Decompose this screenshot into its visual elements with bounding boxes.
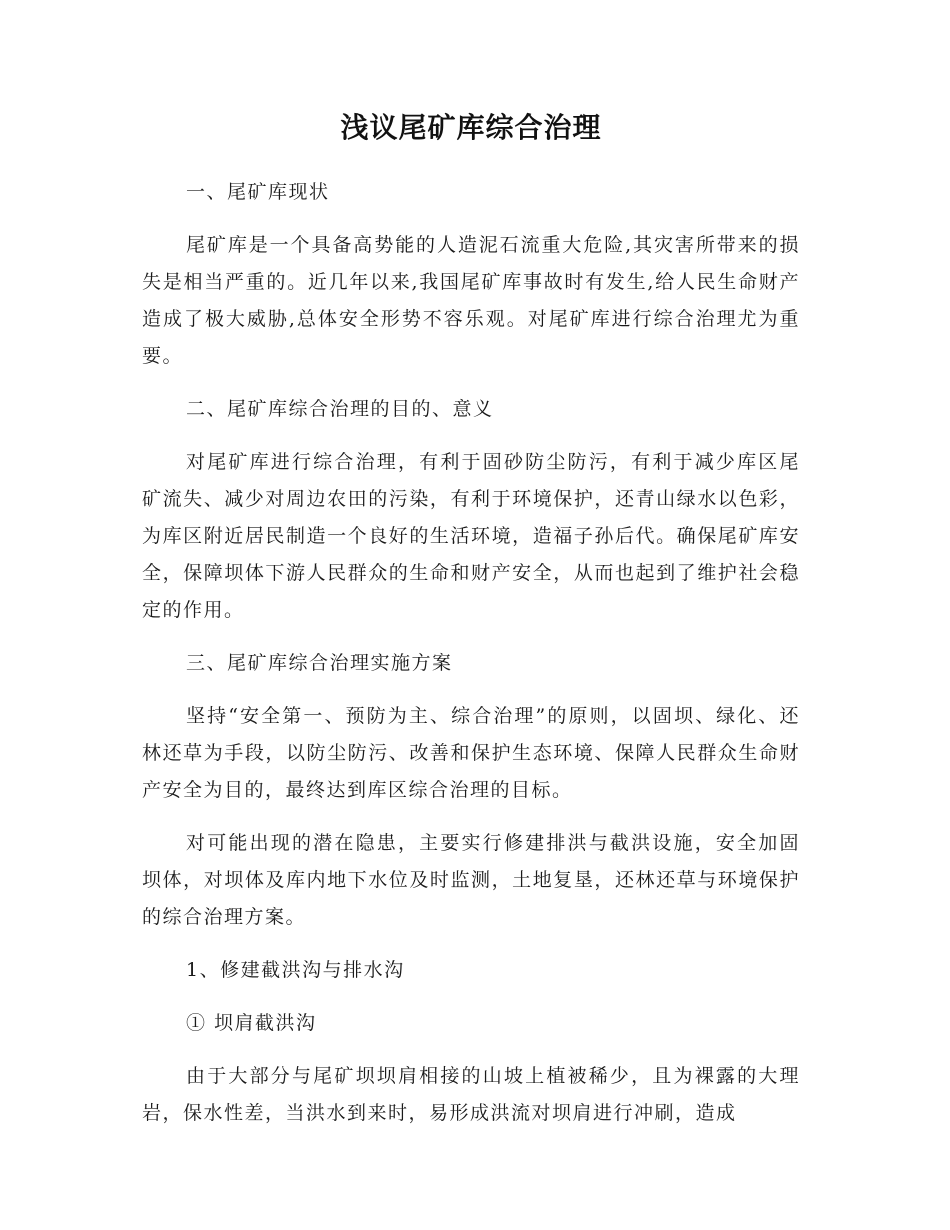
paragraph-status: 尾矿库是一个具备高势能的人造泥石流重大危险,其灾害所带来的损失是相当严重的。近几年以来,我国尾矿库事故时有发生,给人民生命财产造成了极大威胁,总体安全形势不容乐观。对尾矿库进行综合治理尤为重要。 [142,234,800,367]
paragraph-plan-principle: 坚持“安全第一、预防为主、综合治理”的原则，以固坝、绿化、还林还草为手段，以防尘防污、改善和保护生态环境、保障人民群众生命财产安全为目的，最终达到库区综合治理的目标。 [142,705,800,801]
subsection-heading-ditches: 1、修建截洪沟与排水沟 [186,959,405,981]
item-heading-shoulder-ditch: ① 坝肩截洪沟 [186,1012,317,1034]
document-title: 浅议尾矿库综合治理 [340,111,602,144]
section-heading-plan: 三、尾矿库综合治理实施方案 [186,652,453,674]
section-heading-purpose: 二、尾矿库综合治理的目的、意义 [186,398,494,420]
section-heading-status: 一、尾矿库现状 [186,181,330,203]
paragraph-plan-measures: 对可能出现的潜在隐患，主要实行修建排洪与截洪设施，安全加固坝体，对坝体及库内地下水位及时监测，土地复垦，还林还草与环境保护的综合治理方案。 [142,832,800,928]
paragraph-purpose: 对尾矿库进行综合治理，有利于固砂防尘防污，有利于减少库区尾矿流失、减少对周边农田的污染，有利于环境保护，还青山绿水以色彩，为库区附近居民制造一个良好的生活环境，造福子孙后代。确保尾矿库安全，保障坝体下游人民群众的生命和财产安全，从而也起到了维护社会稳定的作用。 [142,451,800,621]
paragraph-shoulder-ditch: 由于大部分与尾矿坝坝肩相接的山坡上植被稀少，且为裸露的大理岩，保水性差，当洪水到来时，易形成洪流对坝肩进行冲刷，造成 [142,1065,800,1124]
